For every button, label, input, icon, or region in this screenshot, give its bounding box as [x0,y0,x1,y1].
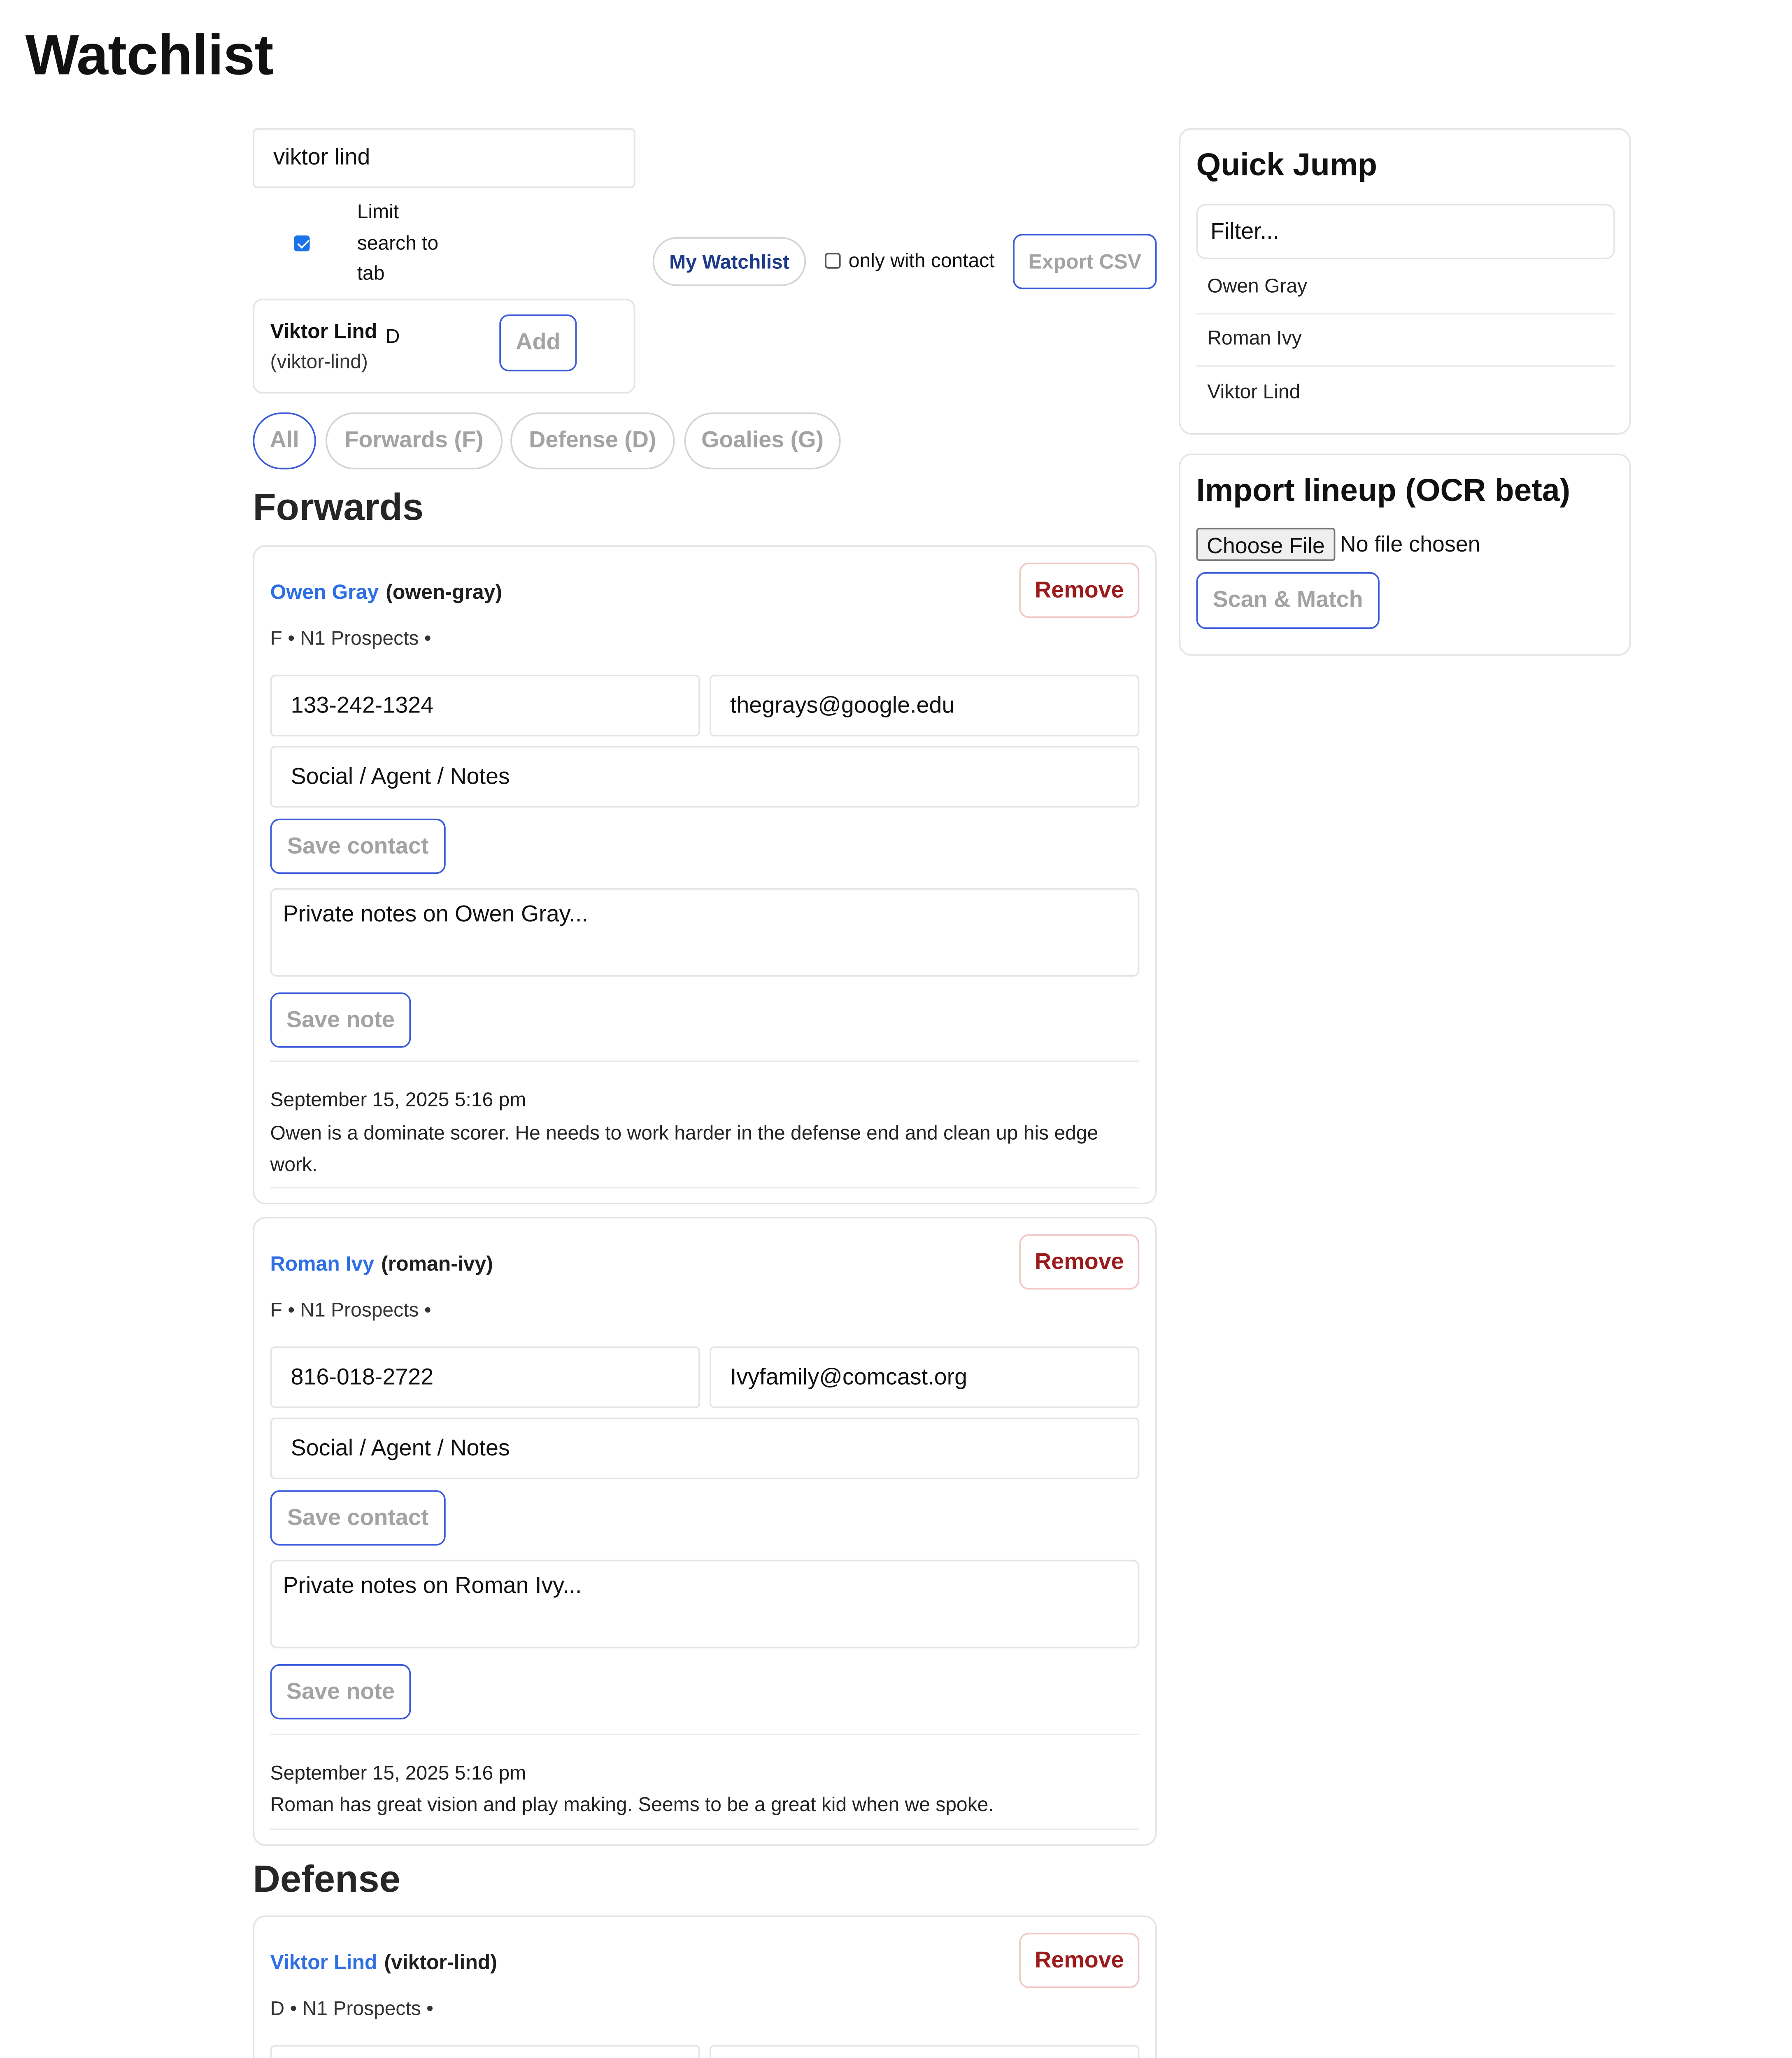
search-result-slug: (viktor-lind) [270,351,368,373]
scan-match-button[interactable]: Scan & Match [1196,572,1380,629]
player-name-link[interactable]: Viktor Lind [270,1950,377,1974]
save-contact-button[interactable]: Save contact [270,1490,446,1546]
only-with-contact-checkbox[interactable] [825,253,840,268]
divider [270,1828,1140,1830]
tab-defense[interactable]: Defense (D) [510,412,675,469]
quick-jump-filter-input[interactable]: Filter... [1196,204,1615,259]
player-slug: (viktor-lind) [384,1950,497,1974]
my-watchlist-button[interactable]: My Watchlist [653,237,806,286]
quick-jump-item[interactable]: Owen Gray [1207,275,1308,297]
phone-field[interactable]: 816-018-2722 [270,1346,700,1408]
divider [270,1187,1140,1188]
email-field[interactable] [710,2045,1139,2058]
remove-button[interactable]: Remove [1019,1234,1139,1290]
choose-file-button[interactable]: Choose File [1196,528,1336,561]
player-meta: F • N1 Prospects • [270,1299,431,1321]
limit-search-checkbox[interactable] [294,235,310,251]
search-result-position: D [385,325,400,348]
player-name-link[interactable]: Roman Ivy [270,1251,375,1276]
player-name-link[interactable]: Owen Gray [270,580,379,604]
export-csv-button[interactable]: Export CSV [1013,234,1157,289]
private-notes-textarea[interactable]: Private notes on Owen Gray... [270,888,1140,977]
divider [270,1060,1140,1062]
tab-forwards[interactable]: Forwards (F) [326,412,503,469]
player-header [270,1949,497,1977]
quick-jump-item[interactable]: Roman Ivy [1207,327,1302,349]
note-text: Owen is a dominate scorer. He needs to work harder in the defense end and clean up his edge work. [270,1122,1098,1176]
no-file-chosen-label: No file chosen [1340,531,1480,556]
tab-all[interactable]: All [253,412,316,469]
player-slug: (roman-ivy) [381,1251,493,1276]
player-header [270,1250,493,1278]
tab-goalies[interactable]: Goalies (G) [684,412,841,469]
social-agent-notes-field[interactable]: Social / Agent / Notes [270,1418,1140,1479]
phone-field[interactable]: 133-242-1324 [270,675,700,736]
only-with-contact-label: only with contact [848,249,995,272]
limit-search-label: Limit search to tab [357,200,439,285]
save-contact-button[interactable]: Save contact [270,819,446,874]
note-date: September 15, 2025 5:16 pm [270,1089,526,1111]
page-title: Watchlist [25,22,273,87]
divider [1196,365,1615,367]
quick-jump-item[interactable]: Viktor Lind [1207,381,1301,403]
search-result-name: Viktor Lind [270,319,377,343]
divider [270,1734,1140,1735]
divider [1196,313,1615,314]
add-button[interactable]: Add [499,314,577,371]
note-date: September 15, 2025 5:16 pm [270,1762,526,1784]
phone-field[interactable] [270,2045,700,2058]
quick-jump-title: Quick Jump [1196,148,1378,184]
player-meta: D • N1 Prospects • [270,1997,433,2020]
player-header [270,578,503,607]
note-text: Roman has great vision and play making. Seems to be a great kid when we spoke. [270,1793,994,1816]
search-result-card [253,299,635,393]
social-agent-notes-field[interactable]: Social / Agent / Notes [270,746,1140,808]
section-heading-forwards: Forwards [253,487,424,530]
email-field[interactable]: Ivyfamily@comcast.org [710,1346,1139,1408]
player-meta: F • N1 Prospects • [270,627,431,650]
search-input[interactable]: viktor lind [253,128,635,188]
remove-button[interactable]: Remove [1019,1933,1139,1988]
player-slug: (owen-gray) [386,580,503,604]
save-note-button[interactable]: Save note [270,992,411,1048]
email-field[interactable]: thegrays@google.edu [710,675,1139,736]
import-lineup-title: Import lineup (OCR beta) [1196,474,1571,509]
save-note-button[interactable]: Save note [270,1664,411,1719]
remove-button[interactable]: Remove [1019,563,1139,618]
section-heading-defense: Defense [253,1858,400,1901]
private-notes-textarea[interactable]: Private notes on Roman Ivy... [270,1560,1140,1648]
